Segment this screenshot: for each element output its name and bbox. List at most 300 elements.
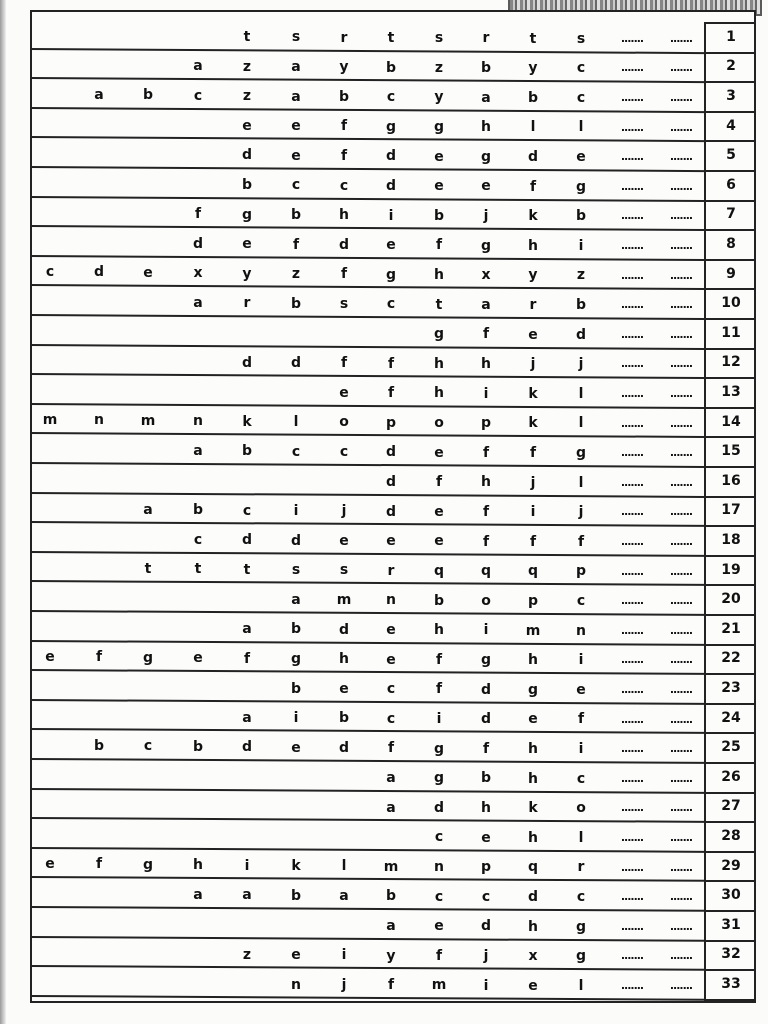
answer-blank-2[interactable]: ....... [669,594,693,608]
sequence-letter: d [385,148,397,165]
sequence-letter: a [193,442,203,459]
sequence-letter: e [291,739,301,756]
sequence-letter: a [386,769,396,786]
sequence-letter: j [483,207,489,224]
answer-blank-1[interactable]: ....... [620,535,644,548]
sequence-letter: c [193,87,203,104]
sequence-letter: a [193,886,203,903]
sequence-letter: r [387,562,395,579]
sequence-letter: d [433,799,445,816]
answer-blank-1[interactable]: ....... [620,61,644,75]
sequence-letter: c [386,89,396,106]
sequence-letter: f [529,178,537,195]
sequence-letter: d [480,711,492,728]
answer-blank-1[interactable]: ....... [620,416,644,430]
number-row-divider [706,22,756,24]
number-row-divider [706,644,756,646]
sequence-letter: c [576,89,586,106]
sequence-letter: z [291,266,301,283]
row-number: 27 [721,798,741,815]
sequence-letter: b [290,887,302,904]
answer-blank-1[interactable]: ....... [620,209,644,223]
sequence-letter: b [192,738,204,755]
sequence-letter: h [528,652,538,669]
sequence-letter: d [241,147,253,164]
sequence-letter: e [481,829,491,846]
sequence-letter: h [481,355,491,372]
sequence-letter: a [242,887,252,904]
sequence-letter: f [529,444,537,461]
sequence-letter: d [385,503,397,520]
answer-blank-1[interactable]: ....... [620,268,644,282]
row-number: 14 [721,413,741,430]
number-row-divider [706,940,756,942]
sequence-letter: s [576,30,586,47]
sequence-letter: d [192,235,204,252]
sequence-letter: f [340,118,348,135]
answer-blank-2[interactable]: ....... [669,446,693,460]
sequence-letter: h [339,651,349,668]
number-row-divider [706,880,756,882]
sequence-letter: t [435,296,443,313]
sequence-letter: c [339,444,349,461]
sequence-letter: h [528,237,538,254]
sequence-letter: g [433,740,445,757]
number-row-divider [706,999,756,1001]
sequence-letter: r [529,296,537,313]
sequence-letter: c [434,829,444,846]
sequence-letter: m [431,977,447,994]
answer-blank-1[interactable]: ....... [620,564,644,578]
sequence-letter: m [140,412,156,429]
sequence-letter: h [434,385,444,402]
sequence-letter: d [527,888,539,905]
row-number: 5 [726,147,736,164]
sequence-letter: g [385,266,397,283]
number-row-divider [706,703,756,705]
sequence-letter: y [339,59,349,76]
sequence-letter: y [528,60,538,77]
sequence-letter: g [527,681,539,698]
row-number: 4 [726,117,736,134]
sequence-letter: e [386,621,396,638]
number-row-divider [706,496,756,498]
sequence-letter: d [385,473,397,490]
sequence-letter: t [243,28,251,45]
sequence-letter: c [576,889,586,906]
answer-blank-1[interactable]: ....... [620,594,644,608]
sequence-letter: y [386,947,396,964]
answer-blank-1[interactable]: ....... [620,919,644,933]
sequence-letter: f [577,711,585,728]
sequence-letter: g [480,148,492,165]
sequence-letter: f [243,650,251,667]
sequence-letter: a [386,799,396,816]
page-edge-shadow [0,0,6,1024]
sequence-letter: b [241,443,253,460]
answer-blank-1[interactable]: ....... [620,831,644,844]
row-number: 29 [721,857,741,874]
answer-blank-2[interactable]: ....... [669,949,693,963]
sequence-letter: f [482,503,490,520]
sequence-letter: h [481,799,491,816]
answer-blank-2[interactable]: ....... [669,653,693,667]
sequence-letter: s [291,562,301,579]
sequence-letter: l [341,858,347,875]
sequence-letter: h [481,119,491,136]
answer-blank-2[interactable]: ....... [669,298,693,312]
answer-blank-1[interactable]: ....... [620,860,644,874]
sequence-letter: p [480,859,492,876]
sequence-letter: n [434,858,444,875]
sequence-letter: q [433,562,445,579]
number-row-divider [706,111,756,113]
answer-blank-2[interactable]: ....... [669,31,693,45]
answer-blank-1[interactable]: ....... [620,357,644,371]
sequence-letter: g [433,770,445,787]
answer-blank-2[interactable]: ....... [669,623,693,637]
row-number: 9 [726,265,736,282]
sequence-letter: o [576,800,586,817]
sequence-letter: b [385,59,397,76]
sequence-letter: h [339,207,349,224]
number-row-divider [706,140,756,142]
sequence-letter: k [291,858,301,875]
answer-blank-2[interactable]: ....... [669,890,693,904]
sequence-letter: i [578,237,584,254]
answer-blank-1[interactable]: ....... [620,446,644,460]
answer-blank-2[interactable]: ....... [669,712,693,726]
row-number: 33 [721,976,741,992]
sequence-letter: g [433,118,445,135]
sequence-letter: l [578,415,584,432]
number-row-divider [706,377,756,379]
sequence-letter: d [241,532,253,549]
row-number: 30 [721,887,741,904]
sequence-letter: d [385,177,397,194]
sequence-letter: f [482,533,490,550]
row-number: 17 [721,502,741,519]
number-row-divider [706,229,756,231]
answer-blank-1[interactable]: ....... [620,683,644,696]
sequence-letter: d [290,354,302,371]
row-number: 28 [721,828,741,844]
sequence-letter: j [578,356,584,373]
answer-blank-2[interactable]: ....... [669,683,693,696]
sequence-letter: c [434,888,444,905]
answer-blank-2[interactable]: ....... [669,979,693,992]
sequence-letter: x [481,267,491,284]
row-number: 21 [721,620,741,637]
sequence-letter: f [95,649,103,666]
sequence-letter: i [530,504,536,521]
sequence-letter: h [528,740,538,757]
number-row-divider [706,170,756,172]
sequence-letter: g [385,118,397,135]
answer-blank-1[interactable]: ....... [620,327,644,341]
answer-blank-1[interactable]: ....... [620,91,644,104]
sequence-letter: f [95,856,103,873]
answer-blank-2[interactable]: ....... [669,387,693,400]
sequence-letter: t [194,561,202,578]
sequence-letter: e [386,533,396,550]
sequence-letter: i [483,385,489,402]
sequence-letter: g [575,918,587,935]
sequence-letter: f [435,947,443,964]
sequence-letter: b [290,621,302,638]
sequence-letter: f [387,355,395,372]
answer-blank-2[interactable]: ....... [669,120,693,134]
sequence-letter: i [341,947,347,964]
sequence-letter: c [45,263,55,280]
sequence-letter: e [291,946,301,963]
number-row-divider [706,673,756,675]
answer-blank-2[interactable]: ....... [669,209,693,223]
sequence-letter: f [292,236,300,253]
answer-blank-2[interactable]: ....... [669,564,693,578]
sequence-letter: y [528,267,538,284]
sequence-letter: k [528,385,538,402]
sequence-letter: c [386,710,396,727]
number-row-divider [706,910,756,912]
answer-blank-1[interactable]: ....... [620,387,644,400]
sequence-letter: x [193,265,203,282]
sequence-letter: t [243,561,251,578]
answer-blank-2[interactable]: ....... [669,91,693,104]
sequence-letter: l [293,414,299,431]
sequence-letter: r [340,29,348,46]
answer-blank-1[interactable]: ....... [620,120,644,134]
sequence-letter: b [575,297,587,314]
answer-blank-2[interactable]: ....... [669,150,693,164]
sequence-letter: e [193,650,203,667]
sequence-letter: b [385,888,397,905]
sequence-letter: e [339,532,349,549]
sequence-letter: e [242,236,252,253]
row-number: 10 [721,295,741,312]
sequence-letter: c [291,443,301,460]
sequence-letter: b [142,87,154,104]
answer-blank-2[interactable]: ....... [669,801,693,815]
sequence-letter: l [578,977,584,994]
answer-blank-1[interactable]: ....... [620,179,644,193]
row-number: 32 [721,946,741,963]
sequence-letter: i [244,857,250,874]
answer-blank-2[interactable]: ....... [669,771,693,785]
row-number: 20 [721,591,741,608]
sequence-letter: g [575,178,587,195]
answer-blank-1[interactable]: ....... [620,771,644,785]
sequence-letter: a [291,58,301,75]
sequence-letter: i [578,741,584,758]
row-number: 6 [726,176,736,193]
sequence-letter: d [338,236,350,253]
answer-blank-1[interactable]: ....... [620,979,644,992]
sequence-letter: e [528,326,538,343]
answer-blank-2[interactable]: ....... [669,239,693,252]
number-row-divider [706,81,756,83]
answer-blank-2[interactable]: ....... [669,860,693,874]
answer-blank-2[interactable]: ....... [669,179,693,193]
sequence-letter: a [143,501,153,518]
sequence-letter: l [578,119,584,136]
row-number: 7 [726,206,736,223]
sequence-letter: j [578,504,584,521]
sequence-letter: q [527,859,539,876]
row-number: 31 [721,916,741,933]
sequence-letter: h [528,918,538,935]
answer-blank-1[interactable]: ....... [620,712,644,726]
answer-blank-1[interactable]: ....... [620,31,644,45]
answer-blank-1[interactable]: ....... [620,890,644,904]
sequence-letter: c [576,60,586,77]
sequence-letter: f [435,237,443,254]
answer-blank-2[interactable]: ....... [669,535,693,548]
sequence-letter: d [290,532,302,549]
sequence-letter: h [481,474,491,491]
sequence-letter: g [290,650,302,667]
number-row-divider [706,732,756,734]
sequence-letter: f [387,740,395,757]
sequence-letter: x [528,948,538,965]
sequence-letter: z [576,267,586,284]
sequence-letter: e [45,648,55,665]
answer-blank-2[interactable]: ....... [669,61,693,75]
sequence-letter: e [434,178,444,195]
sequence-letter: n [576,622,586,639]
sequence-letter: e [291,147,301,164]
sequence-letter: c [386,681,396,698]
answer-blank-1[interactable]: ....... [620,298,644,312]
sequence-letter: l [578,385,584,402]
sequence-letter: g [575,445,587,462]
sequence-letter: b [480,59,492,76]
sequence-letter: b [433,592,445,609]
sequence-letter: j [341,503,347,520]
sequence-letter: h [434,266,444,283]
sequence-letter: d [385,444,397,461]
sequence-letter: h [434,355,444,372]
answer-blank-1[interactable]: ....... [620,239,644,252]
row-number: 22 [721,650,741,667]
answer-blank-2[interactable]: ....... [669,268,693,282]
answer-blank-2[interactable]: ....... [669,327,693,341]
sequence-letter: f [529,533,537,550]
sequence-letter: f [340,148,348,165]
answer-blank-1[interactable]: ....... [620,653,644,667]
sequence-letter: f [482,444,490,461]
answer-blank-1[interactable]: ....... [620,475,644,489]
sequence-letter: i [436,710,442,727]
row-number: 12 [721,354,741,371]
sequence-letter: c [193,531,203,548]
sequence-letter: d [527,148,539,165]
answer-blank-1[interactable]: ....... [620,150,644,164]
sequence-letter: o [481,592,491,609]
answer-blank-1[interactable]: ....... [620,801,644,815]
sequence-letter: a [242,709,252,726]
sequence-letter: a [94,86,104,103]
sequence-letter: c [242,502,252,519]
sequence-letter: f [387,385,395,402]
sequence-letter: d [241,354,253,371]
sequence-letter: j [483,947,489,964]
sequence-letter: h [193,857,203,874]
sequence-letter: g [433,326,445,343]
answer-blank-1[interactable]: ....... [620,742,644,756]
sequence-letter: m [525,622,541,639]
sequence-letter: f [435,651,443,668]
answer-blank-2[interactable]: ....... [669,831,693,844]
answer-blank-2[interactable]: ....... [669,416,693,430]
sequence-letter: d [575,326,587,343]
sequence-letter: f [577,533,585,550]
number-row-divider [706,821,756,823]
sequence-letter: b [433,207,445,224]
number-row-divider [706,851,756,853]
answer-blank-2[interactable]: ....... [669,919,693,933]
sequence-letter: e [576,149,586,166]
sequence-letter: b [338,88,350,105]
sequence-letter: e [528,977,538,994]
sequence-letter: h [528,829,538,846]
answer-blank-2[interactable]: ....... [669,742,693,756]
number-row-divider [706,259,756,261]
sequence-letter: c [339,177,349,194]
sequence-letter: z [242,946,252,963]
row-number: 1 [726,28,736,45]
sequence-letter: t [387,29,395,46]
answer-blank-1[interactable]: ....... [620,949,644,963]
sequence-letter: a [291,591,301,608]
sequence-letter: z [434,59,444,76]
sequence-letter: c [481,888,491,905]
sequence-letter: b [290,680,302,697]
number-row-divider [706,614,756,616]
answer-blank-2[interactable]: ....... [669,475,693,489]
sequence-letter: e [242,117,252,134]
sequence-letter: i [483,622,489,639]
sequence-letter: m [42,411,58,428]
sequence-letter: l [578,829,584,846]
sequence-letter: t [529,30,537,47]
sequence-letter: e [434,444,444,461]
answer-blank-2[interactable]: ....... [669,357,693,371]
sequence-letter: l [530,119,536,136]
sequence-letter: j [341,976,347,993]
sequence-letter: m [336,592,352,609]
number-row-divider [706,584,756,586]
answer-blank-1[interactable]: ....... [620,505,644,519]
row-number: 8 [726,236,736,252]
sequence-letter: k [528,415,538,432]
sequence-letter: k [528,800,538,817]
sequence-letter: y [434,89,444,106]
sequence-letter: j [530,474,536,491]
answer-blank-1[interactable]: ....... [620,623,644,637]
sequence-letter: e [528,711,538,728]
sequence-letter: d [241,739,253,756]
sequence-letter: i [293,502,299,519]
sequence-letter: z [242,58,252,75]
answer-blank-2[interactable]: ....... [669,505,693,519]
sequence-letter: n [193,413,203,430]
sequence-letter: m [383,858,399,875]
row-number: 25 [721,739,741,756]
number-row-divider [706,288,756,290]
sequence-letter: g [480,651,492,668]
sequence-letter: b [241,176,253,193]
